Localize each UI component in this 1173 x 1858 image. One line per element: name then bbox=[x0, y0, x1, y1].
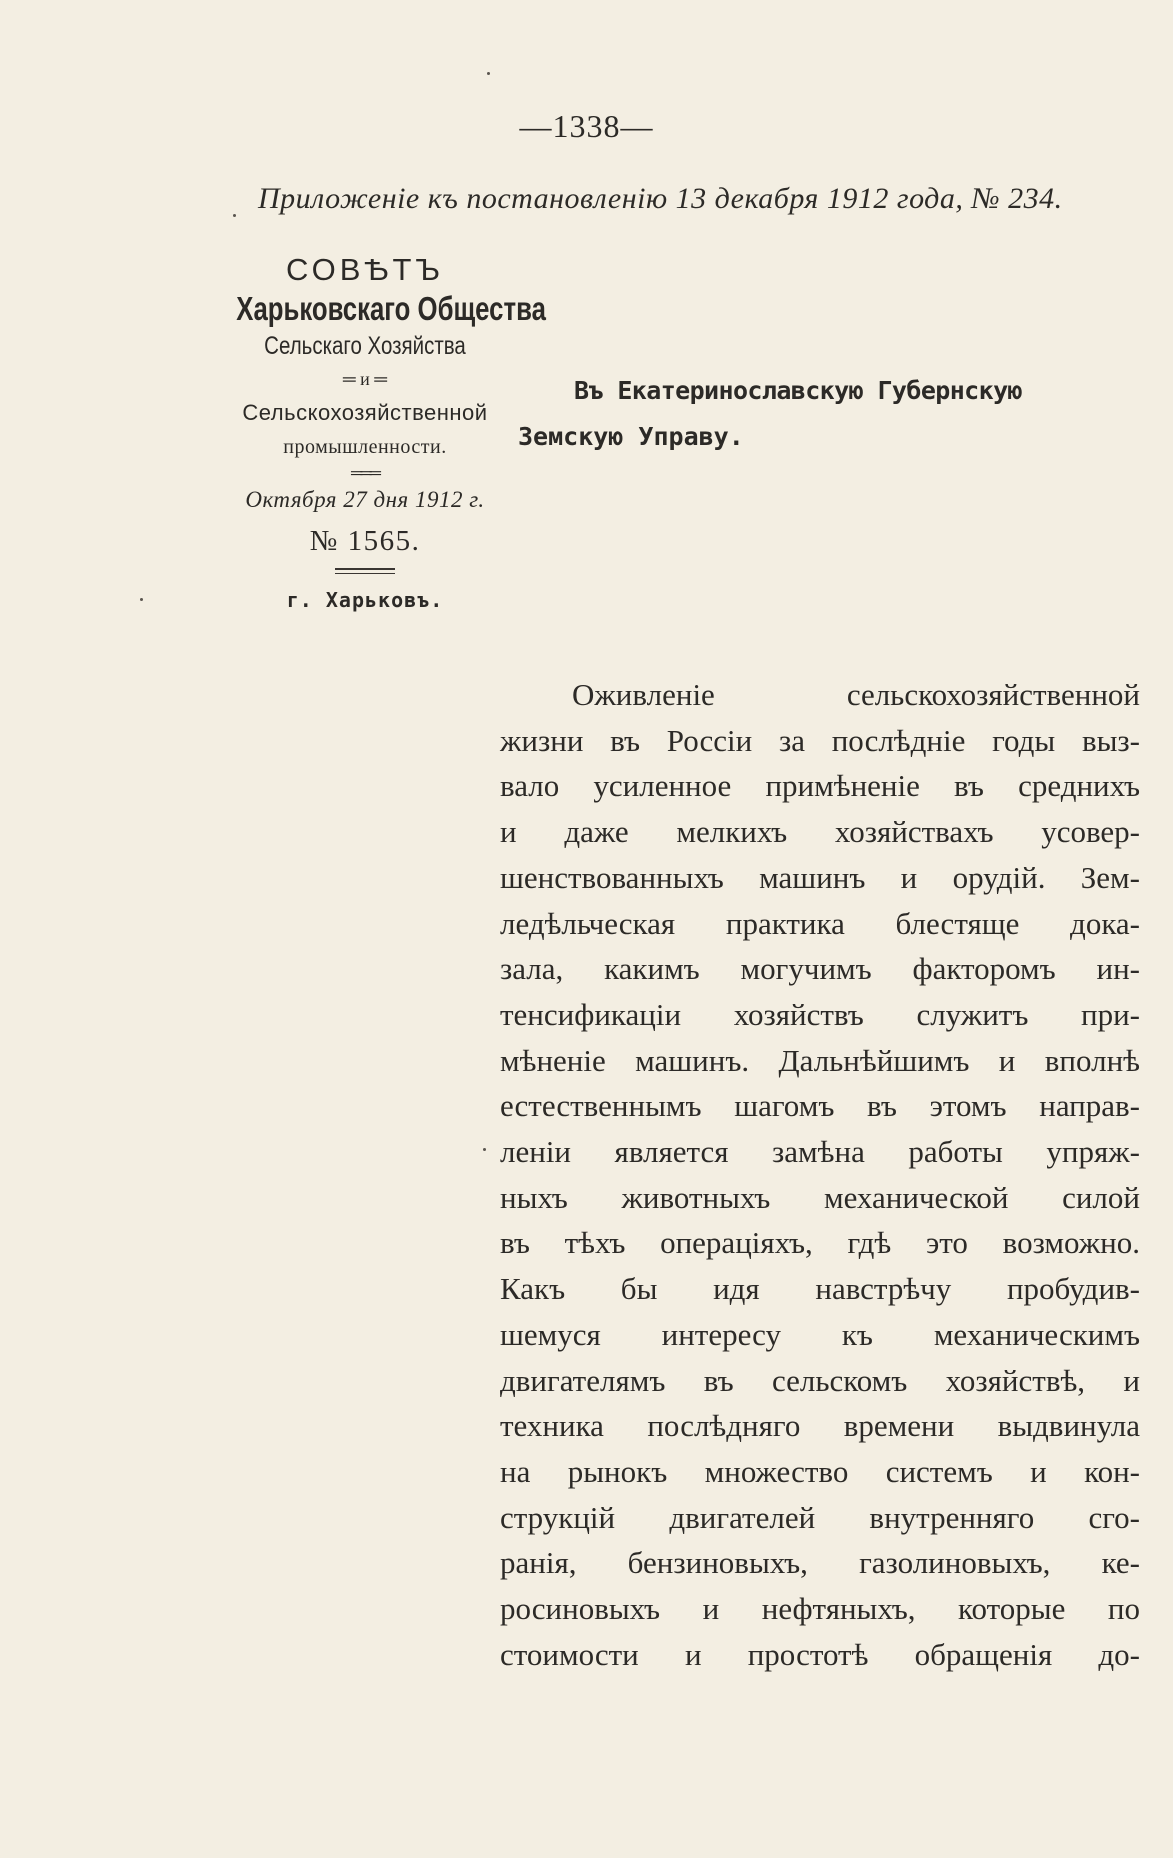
sender-agri-industry: Сельскохозяйственной bbox=[242, 400, 488, 425]
sender-city: г. Харьковъ. bbox=[286, 588, 444, 612]
paper-speck bbox=[233, 214, 236, 217]
body-line: шемуся интересу къ механическимъ bbox=[500, 1316, 1140, 1352]
sender-divider: ═══ bbox=[350, 465, 379, 482]
body-line: Оживленiе сельскохозяйственной bbox=[572, 677, 1140, 712]
body-line: ранiя, бензиновыхъ, газолиновыхъ, ке- bbox=[500, 1545, 1140, 1581]
body-line: мѣненiе машинъ. Дальнѣйшимъ и вполнѣ bbox=[500, 1042, 1140, 1078]
body-line: Какъ бы идя навстрѣчу пробудив- bbox=[500, 1271, 1140, 1307]
sender-council: СОВѢТЪ bbox=[285, 252, 445, 287]
body-line: ледѣльческая практика блестяще дока- bbox=[500, 905, 1140, 941]
body-line: естественнымъ шагомъ въ этомъ направ- bbox=[500, 1088, 1140, 1124]
body-line: двигателямъ въ сельскомъ хозяйствѣ, и bbox=[500, 1362, 1140, 1398]
body-line: шенствованныхъ машинъ и орудiй. Зем- bbox=[500, 859, 1140, 895]
body-text bbox=[500, 672, 1140, 1677]
body-line: въ тѣхъ операцiяхъ, гдѣ это возможно. bbox=[500, 1225, 1140, 1261]
body-line: тенсификацiи хозяйствъ служитъ при- bbox=[500, 996, 1140, 1032]
sender-date: Октября 27 дня 1912 г. bbox=[245, 487, 485, 512]
body-line: жизни въ Россiи за послѣднiе годы выз- bbox=[500, 722, 1140, 758]
page-number: —1338— bbox=[519, 108, 654, 144]
appendix-note: Приложенiе къ постановленiю 13 декабря 1912 года, № 234. bbox=[258, 182, 1063, 215]
body-line: струкцiй двигателей внутренняго сго- bbox=[500, 1499, 1140, 1535]
paper-speck bbox=[140, 598, 143, 601]
sender-agriculture: Сельскаго Хозяйства bbox=[264, 332, 466, 360]
paper-speck bbox=[483, 1148, 486, 1151]
body-line: ленiи является замѣна работы упряж- bbox=[500, 1134, 1140, 1170]
addressee-line-2: Земскую Управу. bbox=[518, 422, 744, 451]
body-line: вало усиленное примѣненiе въ среднихъ bbox=[500, 768, 1140, 804]
body-line: и даже мелкихъ хозяйствахъ усовер- bbox=[500, 814, 1140, 850]
addressee-line-1: Въ Екатеринославскую Губернскую bbox=[574, 376, 1022, 405]
paper-speck bbox=[487, 72, 490, 75]
body-line: ныхъ животныхъ механической силой bbox=[500, 1179, 1140, 1215]
sender-rule bbox=[335, 568, 395, 574]
sender-society: Харьковскаго Общества bbox=[236, 290, 546, 327]
body-line: зала, какимъ могучимъ факторомъ ин- bbox=[500, 951, 1140, 987]
sender-and: ═ и ═ bbox=[342, 369, 388, 389]
addressee-block bbox=[518, 368, 1158, 460]
body-line: на рынокъ множество системъ и кон- bbox=[500, 1453, 1140, 1489]
sender-industry: промышленности. bbox=[283, 436, 447, 458]
body-line: росиновыхъ и нефтяныхъ, которые по bbox=[500, 1591, 1140, 1627]
sender-block bbox=[200, 252, 546, 612]
body-line: стоимости и простотѣ обращенiя до- bbox=[500, 1636, 1140, 1672]
sender-number: № 1565. bbox=[309, 525, 421, 557]
body-line: техника послѣдняго времени выдвинула bbox=[500, 1408, 1140, 1444]
